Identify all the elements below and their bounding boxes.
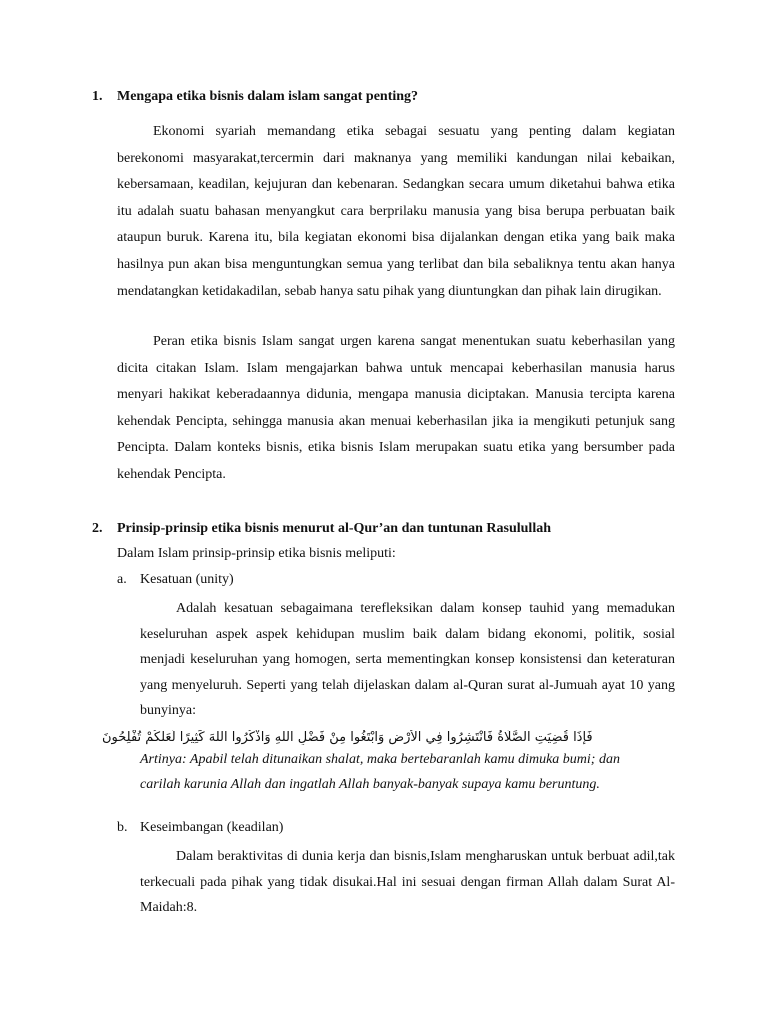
item-a-marker: a.	[117, 572, 127, 587]
item-a-label: Kesatuan (unity)	[140, 572, 234, 587]
section1-paragraph2: Peran etika bisnis Islam sangat urgen karena sangat menentukan suatu keberhasilan yang dicita citakan Islam. Islam mengajarkan bahwa untuk mencapai keberhasilan manusia harus menyari hakikat keberadaannya didunia, mengapa manusia diciptakan. Manusia tercipta karena kehendak Pencipta, sehingga manusia akan menuai keberhasilan jika ia mengikuti petunjuk sang Pencipta. Dalam konteks bisnis, etika bisnis Islam merupakan suatu etika yang bersumber pada kehendak Pencipta.	[117, 334, 675, 482]
section2-title: Prinsip-prinsip etika bisnis menurut al-Qur’an dan tuntunan Rasulullah	[117, 521, 551, 536]
section1-number: 1.	[92, 89, 103, 104]
section2-number: 2.	[92, 521, 103, 536]
section1-paragraph1: Ekonomi syariah memandang etika sebagai sesuatu yang penting dalam kegiatan berekonomi masyarakat,tercermin dari maknanya yang memiliki kandungan nilai kebaikan, kebersamaan, keadilan, kejujuran dan kebenaran. Sedangkan secara umum diketahui bahwa etika itu adalah suatu bahasan menyangkut cara berprilaku manusia yang bisa berupa perbuatan baik ataupun buruk. Karena itu, bila kegiatan ekonomi bisa dijalankan dengan etika yang baik maka hasilnya pun akan bisa menguntungkan semua yang terlibat dan bila sebaliknya tentu akan hanya mendatangkan ketidakadilan, sebab hanya satu pihak yang diuntungkan dan pihak lain dirugikan.	[117, 124, 675, 299]
item-b-label: Keseimbangan (keadilan)	[140, 820, 284, 835]
item-a-paragraph: Adalah kesatuan sebagaimana terefleksikan dalam konsep tauhid yang memadukan keseluruhan aspek aspek kehidupan muslim baik dalam bidang ekonomi, politik, sosial menjadi keseluruhan yang homogen, serta mementingkan konsep konsistensi dan keteraturan yang menyeluruh. Seperti yang telah dijelaskan dalam al-Quran surat al-Jumuah ayat 10 yang bunyinya:	[140, 601, 675, 719]
item-b-marker: b.	[117, 820, 128, 835]
arabic-verse: فَإِذَا قُضِيَتِ الصَّلَاةُ فَانْتَشِرُوا فِي الْأَرْضِ وَابْتَغُوا مِنْ فَضْلِ اللَّهِ وَاذْكُرُوا اللَّهَ كَثِيرًا لَعَلَّكُمْ تُفْلِحُونَ	[102, 730, 593, 745]
translation-line-1: Artinya: Apabil telah ditunaikan shalat, maka bertebaranlah kamu dimuka bumi; dan	[140, 752, 620, 767]
translation-line-2: carilah karunia Allah dan ingatlah Allah banyak-banyak supaya kamu beruntung.	[140, 777, 600, 792]
item-b-paragraph: Dalam beraktivitas di dunia kerja dan bisnis,Islam mengharuskan untuk berbuat adil,tak terkecuali pada pihak yang tidak disukai.Hal ini sesuai dengan firman Allah dalam Surat Al-Maidah:8.	[140, 849, 675, 916]
section2-intro: Dalam Islam prinsip-prinsip etika bisnis meliputi:	[117, 546, 396, 561]
section1-title: Mengapa etika bisnis dalam islam sangat penting?	[117, 89, 419, 104]
